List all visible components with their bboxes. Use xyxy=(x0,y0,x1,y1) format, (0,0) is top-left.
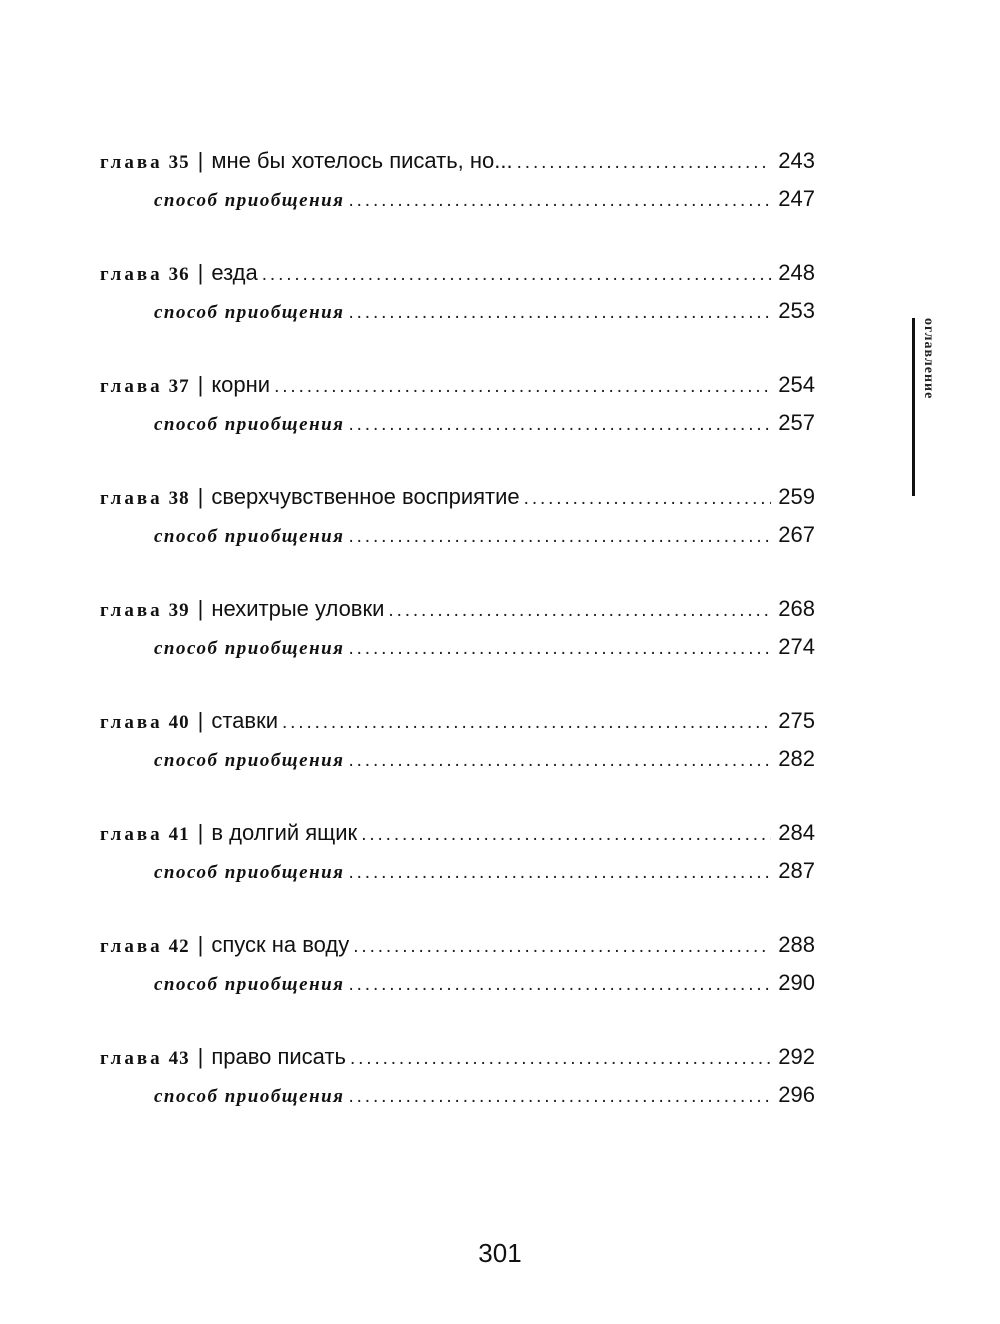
chapter-page: 248 xyxy=(778,260,815,285)
leader-dots xyxy=(348,862,771,884)
leader-dots xyxy=(348,1086,771,1108)
section-row[interactable] xyxy=(100,634,815,672)
side-running-header xyxy=(898,318,946,496)
leader-dots xyxy=(348,302,771,324)
section-page: 296 xyxy=(778,1082,815,1107)
section-page: 247 xyxy=(778,186,815,211)
leader-dots xyxy=(282,712,771,734)
leader-dots xyxy=(361,824,771,846)
chapter-page: 268 xyxy=(778,596,815,621)
chapter-title: езда xyxy=(211,260,258,285)
toc-chapter-37 xyxy=(100,372,815,484)
section-title: способ приобщения xyxy=(154,638,345,659)
section-page: 290 xyxy=(778,970,815,995)
leader-dots xyxy=(348,414,771,436)
section-row[interactable] xyxy=(100,1082,815,1120)
toc-chapter-43 xyxy=(100,1044,815,1156)
chapter-page: 288 xyxy=(778,932,815,957)
chapter-page: 292 xyxy=(778,1044,815,1069)
chapter-number: 43 xyxy=(168,1048,190,1069)
section-title: способ приобщения xyxy=(154,526,345,547)
side-rule xyxy=(912,318,915,496)
section-title: способ приобщения xyxy=(154,750,345,771)
chapter-label: глава xyxy=(100,152,163,173)
chapter-row[interactable] xyxy=(100,484,815,522)
section-row[interactable] xyxy=(100,858,815,896)
section-row[interactable] xyxy=(100,522,815,560)
section-page: 267 xyxy=(778,522,815,547)
section-page: 253 xyxy=(778,298,815,323)
separator-bar: | xyxy=(197,820,204,845)
leader-dots xyxy=(524,488,771,510)
toc-chapter-41 xyxy=(100,820,815,932)
chapter-title: корни xyxy=(211,372,271,397)
section-page: 274 xyxy=(778,634,815,659)
chapter-row[interactable] xyxy=(100,1044,815,1082)
section-title: способ приобщения xyxy=(154,302,345,323)
section-title: способ приобщения xyxy=(154,190,345,211)
section-title: способ приобщения xyxy=(154,862,345,883)
leader-dots xyxy=(348,974,771,996)
chapter-page: 243 xyxy=(778,148,815,173)
section-page: 287 xyxy=(778,858,815,883)
page-number: 301 xyxy=(478,1238,522,1268)
table-of-contents xyxy=(100,148,815,1156)
chapter-title: ставки xyxy=(211,708,278,733)
section-row[interactable] xyxy=(100,410,815,448)
chapter-label: глава xyxy=(100,936,163,957)
leader-dots xyxy=(353,936,771,958)
chapter-label: глава xyxy=(100,376,163,397)
chapter-row[interactable] xyxy=(100,260,815,298)
separator-bar: | xyxy=(197,932,204,957)
toc-chapter-35 xyxy=(100,148,815,260)
chapter-page: 284 xyxy=(778,820,815,845)
section-row[interactable] xyxy=(100,970,815,1008)
chapter-row[interactable] xyxy=(100,932,815,970)
chapter-row[interactable] xyxy=(100,372,815,410)
chapter-title: в долгий ящик xyxy=(211,820,358,845)
chapter-row[interactable] xyxy=(100,820,815,858)
section-row[interactable] xyxy=(100,298,815,336)
section-title: способ приобщения xyxy=(154,414,345,435)
leader-dots xyxy=(262,264,771,286)
separator-bar: | xyxy=(197,596,204,621)
chapter-number: 37 xyxy=(168,376,190,397)
leader-dots xyxy=(388,600,771,622)
chapter-label: глава xyxy=(100,488,163,509)
chapter-row[interactable] xyxy=(100,708,815,746)
separator-bar: | xyxy=(197,148,204,173)
section-row[interactable] xyxy=(100,186,815,224)
chapter-number: 40 xyxy=(168,712,190,733)
chapter-label: глава xyxy=(100,712,163,733)
separator-bar: | xyxy=(197,708,204,733)
chapter-number: 35 xyxy=(168,152,190,173)
leader-dots xyxy=(348,638,771,660)
leader-dots xyxy=(517,152,771,174)
chapter-title: мне бы хотелось писать, но... xyxy=(211,148,513,173)
toc-chapter-42 xyxy=(100,932,815,1044)
chapter-number: 36 xyxy=(168,264,190,285)
toc-chapter-39 xyxy=(100,596,815,708)
leader-dots xyxy=(274,376,771,398)
section-page: 282 xyxy=(778,746,815,771)
separator-bar: | xyxy=(197,1044,204,1069)
chapter-number: 41 xyxy=(168,824,190,845)
separator-bar: | xyxy=(197,260,204,285)
section-page: 257 xyxy=(778,410,815,435)
chapter-page: 259 xyxy=(778,484,815,509)
separator-bar: | xyxy=(197,484,204,509)
chapter-page: 275 xyxy=(778,708,815,733)
chapter-row[interactable] xyxy=(100,596,815,634)
leader-dots xyxy=(348,190,771,212)
leader-dots xyxy=(348,750,771,772)
side-header-text: оглавление xyxy=(921,318,936,400)
toc-chapter-40 xyxy=(100,708,815,820)
chapter-title: право писать xyxy=(211,1044,346,1069)
chapter-row[interactable] xyxy=(100,148,815,186)
chapter-title: спуск на воду xyxy=(211,932,350,957)
chapter-title: сверхчувственное восприятие xyxy=(211,484,520,509)
chapter-title: нехитрые уловки xyxy=(211,596,385,621)
chapter-number: 39 xyxy=(168,600,190,621)
section-row[interactable] xyxy=(100,746,815,784)
leader-dots xyxy=(350,1048,771,1070)
chapter-label: глава xyxy=(100,1048,163,1069)
section-title: способ приобщения xyxy=(154,974,345,995)
chapter-label: глава xyxy=(100,824,163,845)
toc-chapter-38 xyxy=(100,484,815,596)
chapter-label: глава xyxy=(100,264,163,285)
chapter-number: 42 xyxy=(168,936,190,957)
leader-dots xyxy=(348,526,771,548)
separator-bar: | xyxy=(197,372,204,397)
section-title: способ приобщения xyxy=(154,1086,345,1107)
chapter-label: глава xyxy=(100,600,163,621)
chapter-number: 38 xyxy=(168,488,190,509)
toc-chapter-36 xyxy=(100,260,815,372)
chapter-page: 254 xyxy=(778,372,815,397)
